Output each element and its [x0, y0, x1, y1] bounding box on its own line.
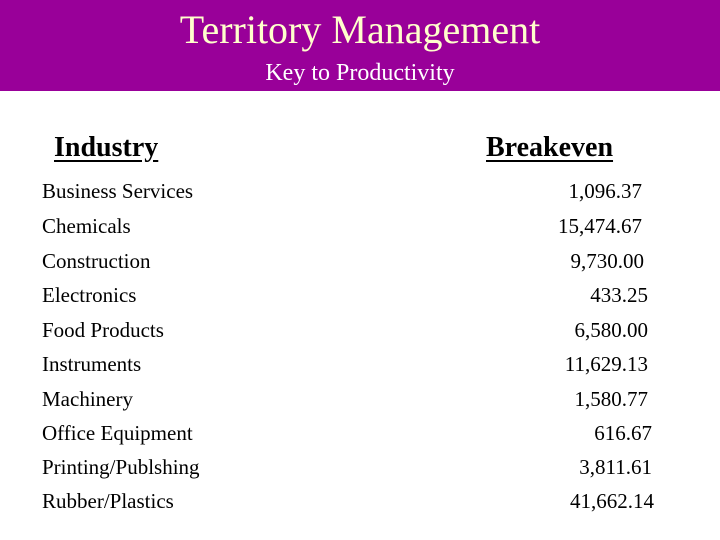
industry-cell: Construction [42, 249, 151, 273]
industry-cell: Electronics [42, 283, 137, 307]
table-row [0, 211, 720, 241]
breakeven-cell: 616.67 [594, 421, 652, 445]
industry-column-header: Industry [54, 132, 159, 163]
industry-cell: Rubber/Plastics [42, 489, 174, 513]
table-row [0, 486, 720, 516]
table-row [0, 176, 720, 206]
page-title: Territory Management [179, 7, 541, 52]
table-row [0, 384, 720, 414]
table-row [0, 418, 720, 448]
breakeven-cell: 41,662.14 [570, 489, 654, 513]
table-row [0, 349, 720, 379]
table-row [0, 452, 720, 482]
table-row [0, 246, 720, 276]
breakeven-cell: 15,474.67 [558, 214, 642, 238]
industry-cell: Printing/Publshing [42, 455, 200, 479]
table-row [0, 315, 720, 345]
title-banner [0, 0, 720, 91]
industry-cell: Business Services [42, 179, 194, 203]
breakeven-cell: 1,580.77 [574, 387, 648, 411]
breakeven-cell: 1,096.37 [568, 179, 642, 203]
industry-cell: Office Equipment [42, 421, 193, 445]
breakeven-cell: 9,730.00 [570, 249, 644, 273]
page-subtitle: Key to Productivity [265, 60, 455, 86]
breakeven-cell: 3,811.61 [579, 455, 652, 479]
industry-cell: Instruments [42, 352, 142, 376]
breakeven-cell: 6,580.00 [574, 318, 648, 342]
breakeven-cell: 11,629.13 [564, 352, 648, 376]
breakeven-column-header: Breakeven [486, 132, 614, 163]
industry-cell: Chemicals [42, 214, 131, 238]
breakeven-cell: 433.25 [590, 283, 648, 307]
table-row [0, 280, 720, 310]
industry-cell: Machinery [42, 387, 133, 411]
industry-cell: Food Products [42, 318, 164, 342]
